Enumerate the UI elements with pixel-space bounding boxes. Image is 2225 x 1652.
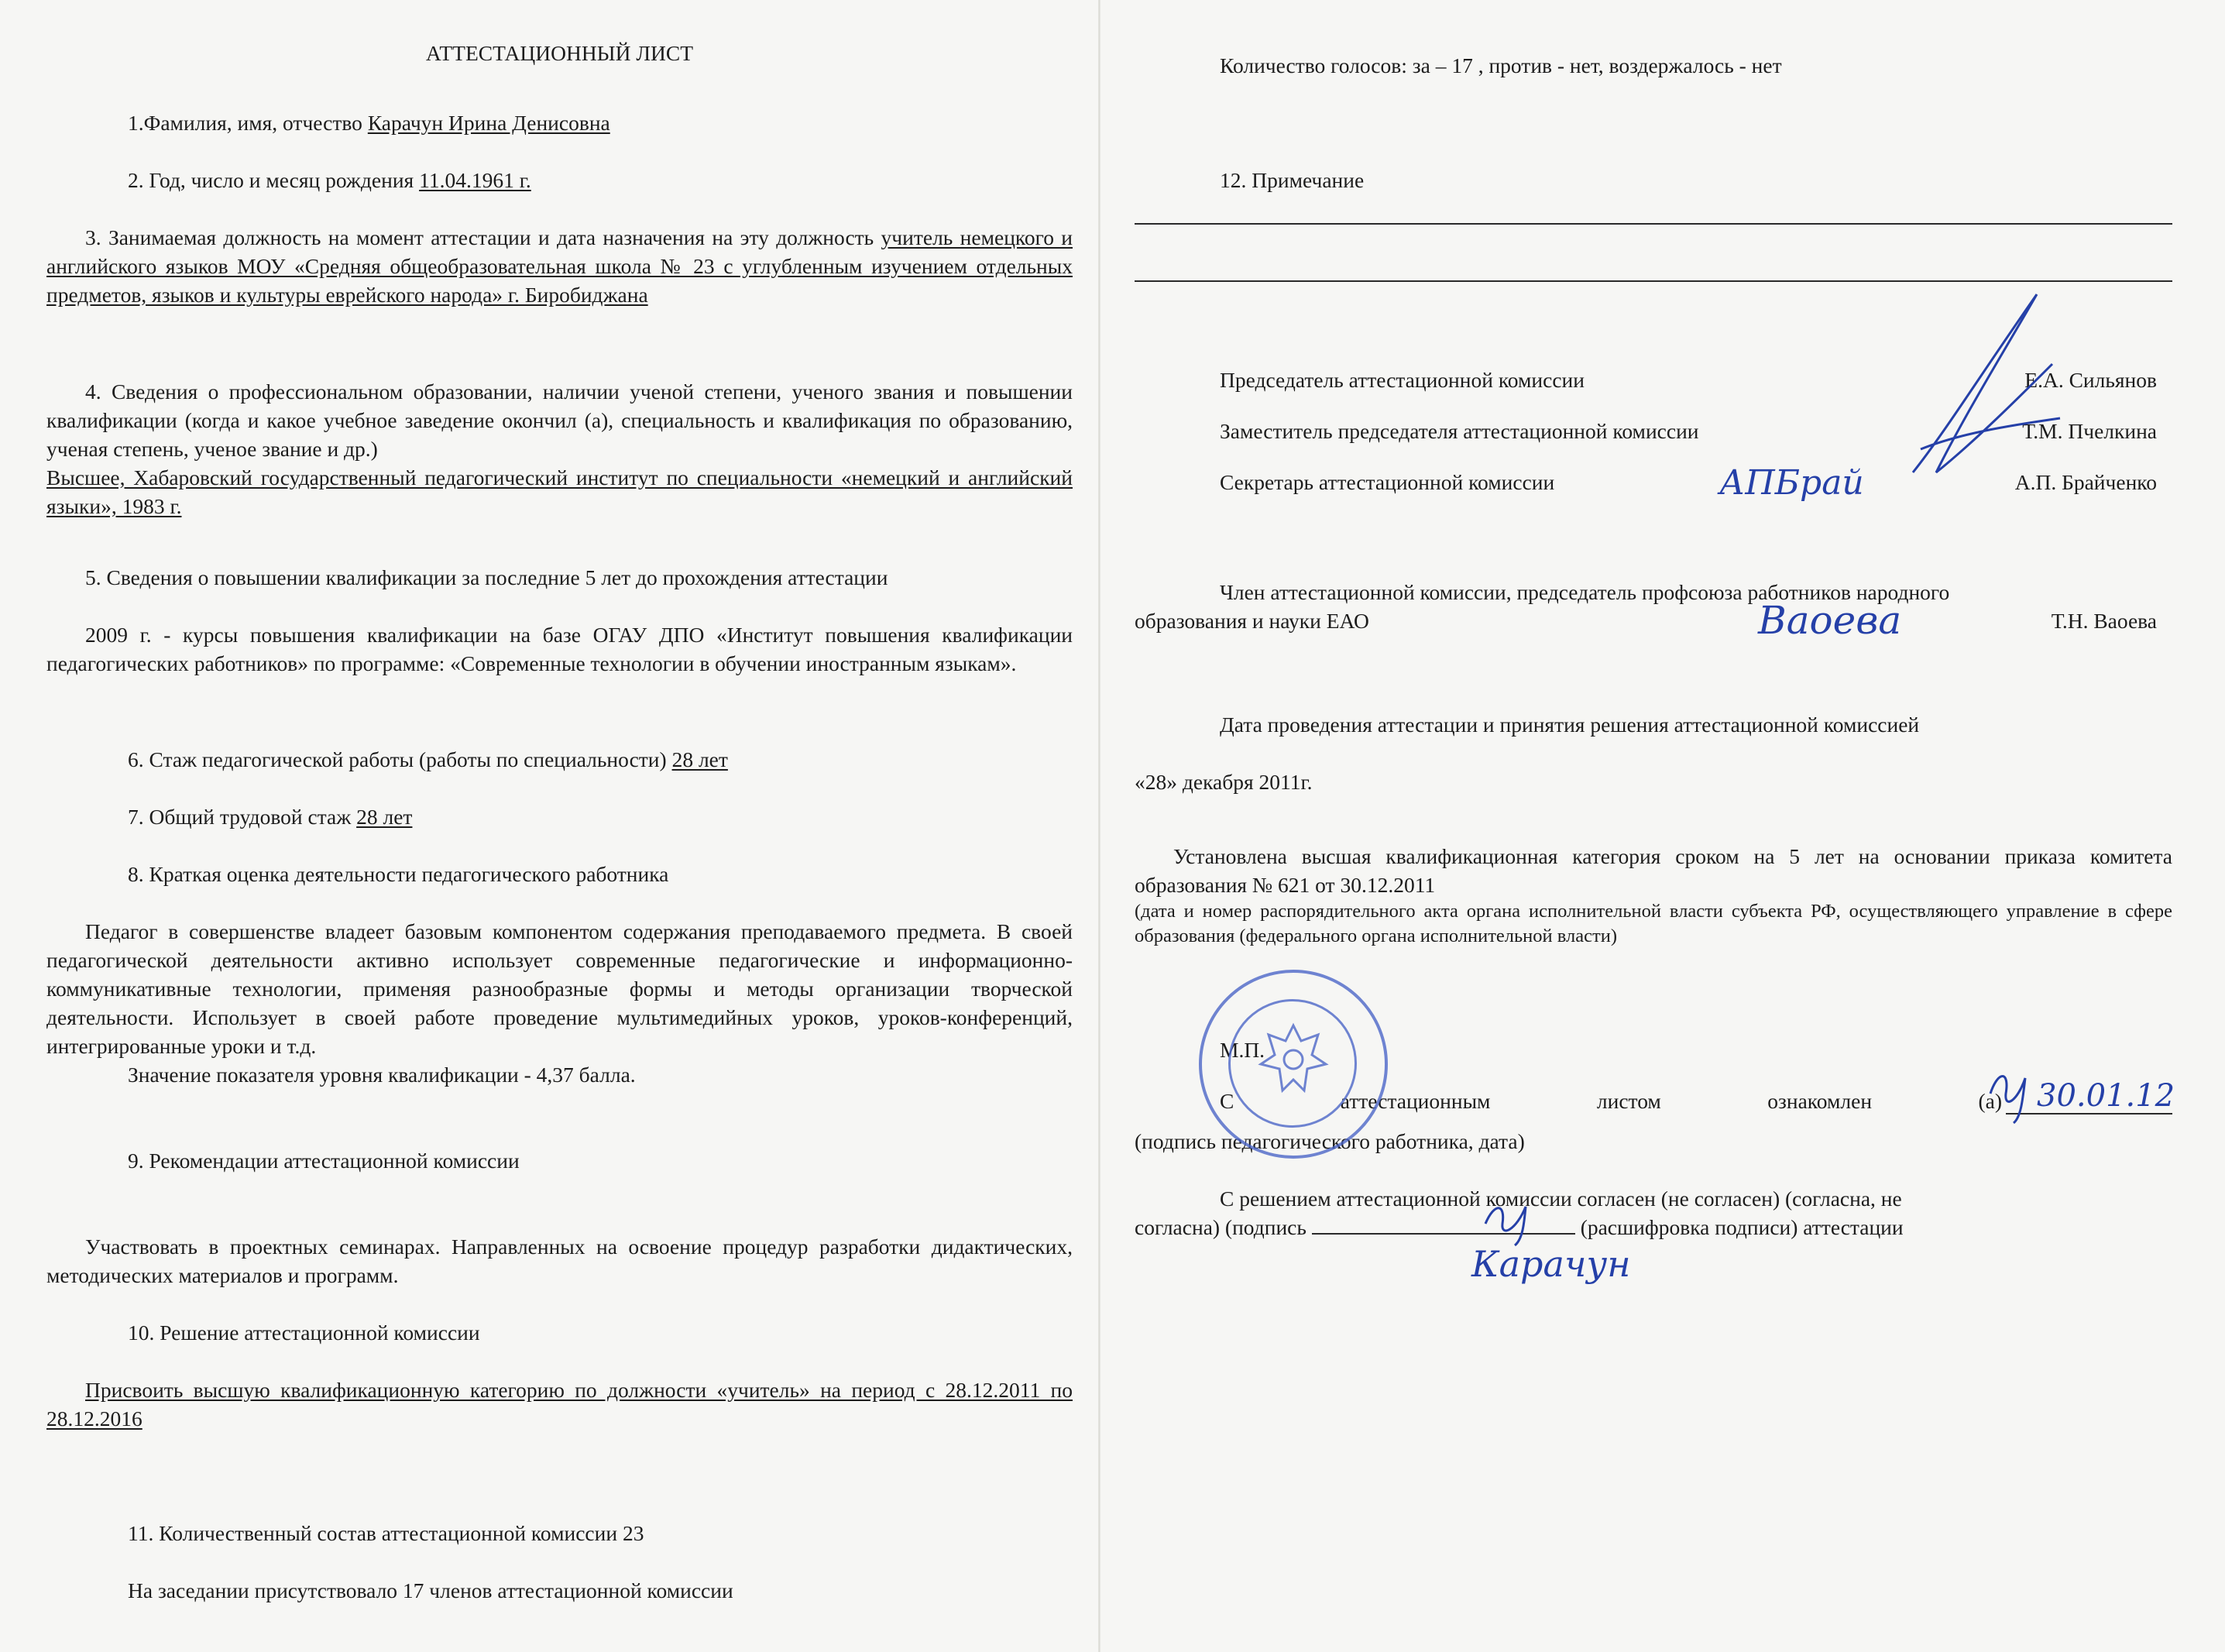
- page-fold: [1098, 0, 1100, 1652]
- pedagogical-experience-value: 28 лет: [671, 747, 728, 771]
- field-recommendations-label: 9. Рекомендации аттестационной комиссии: [128, 1149, 520, 1173]
- karachun-handwritten: Карачун: [1471, 1243, 1631, 1285]
- member-signature: Ваоева: [1758, 598, 1902, 643]
- field-training-label: 5. Сведения о повышении квалификации за последние 5 лет до прохождения аттестации: [85, 565, 888, 589]
- attestation-date-value: «28» декабря 2011г.: [1135, 770, 1313, 794]
- handwritten-date: 30.01.12: [2037, 1078, 2175, 1114]
- assessment-text: Педагог в совершенстве владеет базовым компонентом содержания преподаваемого предмета. В своей педагогической деятельности активно использует современные педагогические и информационно-коммуникативные технологии, применяя разнообразные формы и методы организации творческой деятельности. Использует в своей работе проведение мультимедийных уроков, уроков-конференций, интегрированные уроки и т.д.: [46, 919, 1073, 1058]
- decision-value: Присвоить высшую квалификационную категорию по должности «учитель» на период с 28.12.2011 по 28.12.2016: [46, 1378, 1073, 1430]
- left-page: [46, 0, 1073, 1652]
- field-commission-size: 11. Количественный состав аттестационной комиссии 23: [128, 1521, 644, 1545]
- member-name: Т.Н. Ваоева: [2051, 609, 2157, 633]
- attestation-date-label: Дата проведения аттестации и принятия решения аттестационной комиссией: [1220, 713, 1920, 737]
- acquaintance-note: (подпись педагогического работника, дата): [1135, 1129, 1525, 1153]
- official-chair: Председатель аттестационной комиссии Е.А. Сильянов: [1220, 366, 2172, 394]
- recommendations-text: Участвовать в проектных семинарах. Направленных на освоение процедур разработки дидактических, методических материалов и программ.: [46, 1235, 1073, 1287]
- total-experience-value: 28 лет: [356, 805, 413, 829]
- eagle-emblem-icon: [1256, 1018, 1331, 1104]
- field-total-experience: 7. Общий трудовой стаж 28 лет: [128, 805, 413, 829]
- official-secretary-name: А.П. Брайченко: [2014, 470, 2157, 494]
- acquaintance-line: С аттестационным листом ознакомлен (а): [1220, 1089, 2002, 1113]
- commission-attendance: На заседании присутствовало 17 членов аттестационной комиссии: [128, 1578, 733, 1602]
- official-deputy: Заместитель председателя аттестационной комиссии Т.М. Пчелкина: [1220, 417, 2172, 445]
- field-full-name: 1.Фамилия, имя, отчество Карачун Ирина Денисовна: [128, 111, 610, 135]
- category-statement-note: (дата и номер распорядительного акта органа исполнительной власти субъекта РФ, осуществляющего управление в сфере образования (федерального органа исполнительной власти): [1135, 901, 2172, 946]
- full-name-value: Карачун Ирина Денисовна: [367, 111, 610, 135]
- member-role-line1: Член аттестационной комиссии, председатель профсоюза работников народного: [1220, 580, 1950, 604]
- agreement-line1: С решением аттестационной комиссии согласен (не согласен) (согласна, не: [1220, 1187, 1902, 1211]
- position-value: учитель немецкого и английского языков МОУ «Средняя общеобразовательная школа № 23 с углубленным изучением отдельных предметов, языков и культуры еврейского народа» г. Биробиджана: [46, 225, 1073, 307]
- right-page: [1135, 0, 2172, 1652]
- note-line-1: [1135, 223, 2172, 225]
- field-decision-label: 10. Решение аттестационной комиссии: [128, 1321, 480, 1345]
- field-assessment-label: 8. Краткая оценка деятельности педагогического работника: [128, 862, 669, 886]
- agreement-signature: [1479, 1193, 1541, 1247]
- official-chair-name: Е.А. Сильянов: [2024, 368, 2157, 392]
- acquaintance-signature: [1983, 1063, 2037, 1125]
- votes-count: Количество голосов: за – 17 , против - нет, воздержалось - нет: [1220, 53, 1782, 77]
- birth-date-value: 11.04.1961 г.: [419, 168, 531, 192]
- field-education-label: 4. Сведения о профессиональном образовании, наличии ученой степени, ученого звания и повышении квалификации (когда и какое учебное заведение окончил (а), специальность и квалификация по образованию, ученая степень, ученое звание и др.): [46, 380, 1073, 461]
- category-statement: Установлена высшая квалификационная категория сроком на 5 лет на основании приказа комитета образования № 621 от 30.12.2011: [1135, 844, 2172, 897]
- qualification-score: Значение показателя уровня квалификации - 4,37 балла.: [128, 1063, 636, 1087]
- official-secretary: Секретарь аттестационной комиссии А.П. Брайченко: [1220, 468, 2172, 496]
- note-label: 12. Примечание: [1220, 168, 1365, 192]
- member-role-line2: образования и науки ЕАО Т.Н. Ваоева: [1135, 606, 2172, 635]
- secretary-signature: АПБрай: [1719, 463, 1864, 503]
- official-deputy-name: Т.М. Пчелкина: [2022, 419, 2157, 443]
- field-position: 3. Занимаемая должность на момент аттестации и дата назначения на эту должность учитель немецкого и английского языков МОУ «Средняя общеобразовательная школа № 23 с углубленным изучением отдельных предметов, языков и культуры еврейского народа» г. Биробиджана: [46, 225, 1073, 307]
- chair-signature: [1890, 279, 2076, 488]
- field-pedagogical-experience: 6. Стаж педагогической работы (работы по специальности) 28 лет: [128, 747, 728, 771]
- document-title: АТТЕСТАЦИОННЫЙ ЛИСТ: [425, 41, 694, 65]
- official-stamp: [1199, 970, 1388, 1159]
- training-value: 2009 г. - курсы повышения квалификации на базе ОГАУ ДПО «Институт повышения квалификации педагогических работников» по программе: «Современные технологии в обучении иностранным языкам».: [46, 623, 1073, 675]
- stamp-label: М.П.: [1220, 1038, 1265, 1062]
- agreement-line2: согласна) (подпись (расшифровка подписи) аттестации: [1135, 1213, 2172, 1242]
- field-birth-date: 2. Год, число и месяц рождения 11.04.1961 г.: [128, 168, 531, 192]
- education-value: Высшее, Хабаровский государственный педагогический институт по специальности «немецкий и английский языки», 1983 г.: [46, 465, 1073, 518]
